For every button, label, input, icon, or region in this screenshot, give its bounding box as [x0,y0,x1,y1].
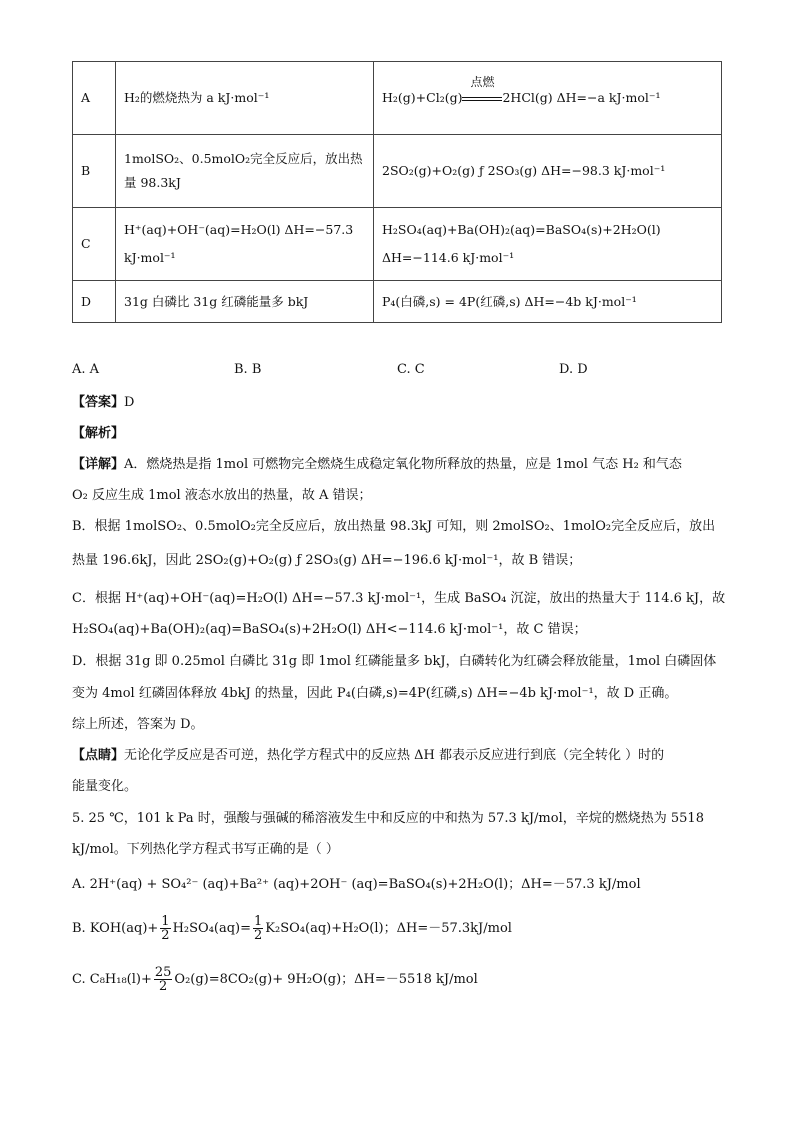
reaction-condition [462,75,502,112]
note-text: 无论化学反应是否可逆，热化学方程式中的反应热 ΔH 都表示反应进行到底（完全转化 ）时的 [124,748,665,763]
denominator: 2 [159,979,168,994]
equation-part: 2HCl(g) ΔH=−a kJ·mol⁻¹ [502,90,661,105]
detail-line: C．根据 H⁺(aq)+OH⁻(aq)=H₂O(l) ΔH=−57.3 kJ·mol⁻¹，生成 BaSO₄ 沉淀，放出的热量大于 114.6 kJ，故 [72,591,726,606]
q5-option-b[interactable] [72,915,512,942]
choice-d[interactable]: D. D [559,362,588,377]
table-row [73,281,722,323]
answer-value: D [124,395,135,410]
option-text: K₂SO₄(aq)+H₂O(l)；ΔH=－57.3kJ/mol [265,921,512,936]
option-text: H₂SO₄(aq)= [172,921,252,936]
answer-line [72,393,134,413]
row-key: C [73,208,116,281]
options-table [72,61,722,323]
choice-b[interactable]: B. B [234,362,262,377]
detail-line: H₂SO₄(aq)+Ba(OH)₂(aq)=BaSO₄(s)+2H₂O(l) ΔH<−114.6 kJ·mol⁻¹，故 C 错误； [72,622,587,637]
denominator: 2 [161,928,170,943]
row-left: 31g 白磷比 31g 红磷能量多 bkJ [116,281,374,323]
row-left: 1molSO₂、0.5molO₂完全反应后，放出热量 98.3kJ [116,135,374,208]
detail-line: B．根据 1molSO₂、0.5molO₂完全反应后，放出热量 98.3kJ 可知，则 2molSO₂、1molO₂完全反应后，放出 [72,519,716,534]
row-left: H₂的燃烧热为 a kJ·mol⁻¹ [116,62,374,135]
choice-a[interactable]: A. A [72,362,100,377]
row-right [374,62,722,135]
fraction [253,915,263,942]
choice-c[interactable]: C. C [397,362,425,377]
table-row [73,62,722,135]
row-right: P₄(白磷,s) = 4P(红磷,s) ΔH=−4b kJ·mol⁻¹ [374,281,722,323]
row-key: D [73,281,116,323]
table-row [73,135,722,208]
double-line [462,97,502,101]
note-line: 能量变化。 [72,779,138,794]
detail-tag: 【详解】 [72,457,125,472]
detail-line [72,455,682,475]
numerator: 25 [154,965,172,980]
option-text: C. C₈H₁₈(l)+ [72,972,152,987]
condition-label: 点燃 [470,75,495,89]
denominator: 2 [254,928,263,943]
fraction [154,966,173,993]
table-row [73,208,722,281]
row-key: B [73,135,116,208]
detail-line: D．根据 31g 即 0.25mol 白磷比 31g 即 1mol 红磷能量多 bkJ，白磷转化为红磷会释放能量，1mol 白磷固体 [72,654,717,669]
question-5-stem: 5. 25 ℃，101 k Pa 时，强酸与强碱的稀溶液发生中和反应的中和热为 57.3 kJ/mol，辛烷的燃烧热为 5518 [72,811,704,826]
numerator: 1 [161,914,170,929]
row-right: 2SO₂(g)+O₂(g) ƒ 2SO₃(g) ΔH=−98.3 kJ·mol⁻¹ [374,135,722,208]
row-right: H₂SO₄(aq)+Ba(OH)₂(aq)=BaSO₄(s)+2H₂O(l) ΔH=−114.6 kJ·mol⁻¹ [374,208,722,281]
q5-option-c[interactable] [72,966,478,993]
question-5-stem: kJ/mol。下列热化学方程式书写正确的是（ ） [72,842,339,857]
row-key: A [73,62,116,135]
fraction [160,915,170,942]
equation-part: H₂(g)+Cl₂(g) [382,90,463,105]
note-tag: 【点睛】 [72,748,125,763]
q5-option-a[interactable]: A. 2H⁺(aq) + SO₄²⁻ (aq)+Ba²⁺ (aq)+2OH⁻ (aq)=BaSO₄(s)+2H₂O(l)；ΔH=－57.3 kJ/mol [72,877,641,892]
option-text: B. KOH(aq)+ [72,921,159,936]
analysis-tag: 【解析】 [72,426,125,441]
answer-tag: 【答案】 [72,395,125,410]
detail-text: A．燃烧热是指 1mol 可燃物完全燃烧生成稳定氧化物所释放的热量，应是 1mol 气态 H₂ 和气态 [124,457,682,472]
detail-line: O₂ 反应生成 1mol 液态水放出的热量，故 A 错误； [72,488,372,503]
option-text: O₂(g)=8CO₂(g)+ 9H₂O(g)；ΔH=－5518 kJ/mol [174,972,478,987]
summary-line: 综上所述，答案为 D。 [72,717,204,732]
numerator: 1 [254,914,263,929]
detail-line: 热量 196.6kJ，因此 2SO₂(g)+O₂(g) ƒ 2SO₃(g) ΔH=−196.6 kJ·mol⁻¹，故 B 错误； [72,553,582,568]
row-left: H⁺(aq)+OH⁻(aq)=H₂O(l) ΔH=−57.3 kJ·mol⁻¹ [116,208,374,281]
note-line [72,746,664,766]
detail-line: 变为 4mol 红磷固体释放 4bkJ 的热量，因此 P₄(白磷,s)=4P(红磷,s) ΔH=−4b kJ·mol⁻¹，故 D 正确。 [72,686,678,701]
